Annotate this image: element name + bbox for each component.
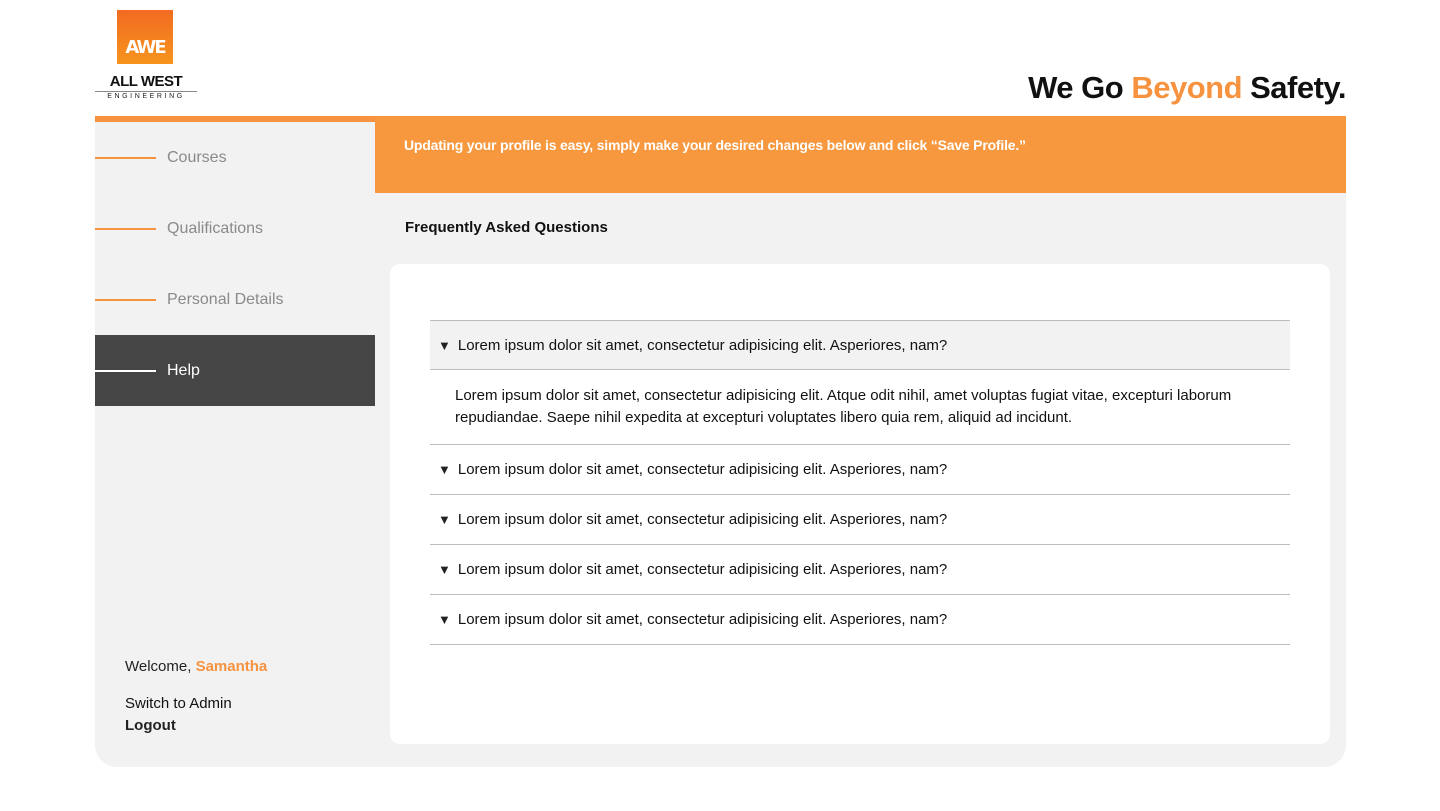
sidebar-item-help[interactable] [95,335,375,406]
tagline-accent: Beyond [1131,70,1243,105]
faq-item [430,595,1290,645]
sidebar-item-qualifications[interactable] [95,193,375,264]
faq-question[interactable]: ▼ Lorem ipsum dolor sit amet, consectetur adipisicing elit. Asperiores, nam? [430,321,1290,370]
sidebar-item-label: Courses [167,148,227,166]
logo-name: ALL WEST [109,73,183,90]
sidebar-item-label: Qualifications [167,219,264,237]
logo-subtitle: ENGINEERING [95,91,197,100]
faq-item [430,495,1290,545]
triangle-down-icon: ▼ [438,337,451,353]
tagline: We Go Beyond Safety. [1028,70,1346,105]
faq-question[interactable]: ▼ Lorem ipsum dolor sit amet, consectetur adipisicing elit. Asperiores, nam? [438,461,948,478]
welcome-message: Welcome, Samantha [125,658,268,675]
nav-line-indicator [95,157,156,159]
faq-question[interactable]: ▼ Lorem ipsum dolor sit amet, consectetur adipisicing elit. Asperiores, nam? [438,611,948,628]
main-panel [95,116,1346,767]
triangle-down-icon: ▼ [438,612,451,627]
faq-question[interactable]: ▼ Lorem ipsum dolor sit amet, consectetur adipisicing elit. Asperiores, nam? [438,561,948,578]
faq-item [430,321,1290,445]
sidebar-item-courses[interactable] [95,122,375,193]
sidebar-item-personal-details[interactable] [95,264,375,335]
logout-link[interactable]: Logout [125,717,176,734]
triangle-down-icon: ▼ [438,562,451,577]
info-banner: Updating your profile is easy, simply make your desired changes below and click “Save Profile.” [375,116,1346,193]
faq-question[interactable]: ▼ Lorem ipsum dolor sit amet, consectetur adipisicing elit. Asperiores, nam? [438,511,948,528]
triangle-down-icon: ▼ [438,512,451,527]
faq-item [430,545,1290,595]
nav-line-indicator [95,370,156,372]
nav-line-indicator [95,228,156,230]
nav-line-indicator [95,299,156,301]
sidebar-item-label: Personal Details [167,290,284,308]
faq-item [430,445,1290,495]
switch-to-admin-link[interactable]: Switch to Admin [125,695,232,712]
faq-card [390,264,1330,744]
faq-list [430,320,1290,645]
company-logo[interactable] [95,10,197,102]
sidebar-item-label: Help [167,361,200,379]
user-name: Samantha [195,658,268,675]
logo-mark: AWE [117,10,173,64]
page-title: Frequently Asked Questions [405,219,608,236]
faq-answer: Lorem ipsum dolor sit amet, consectetur adipisicing elit. Atque odit nihil, amet voluptas fugiat vitae, excepturi laborum repudiandae. Saepe nihil expedita at excepturi voluptates libero quia rem, aliquid ad incidunt. [455,387,1232,426]
triangle-down-icon: ▼ [438,462,451,477]
